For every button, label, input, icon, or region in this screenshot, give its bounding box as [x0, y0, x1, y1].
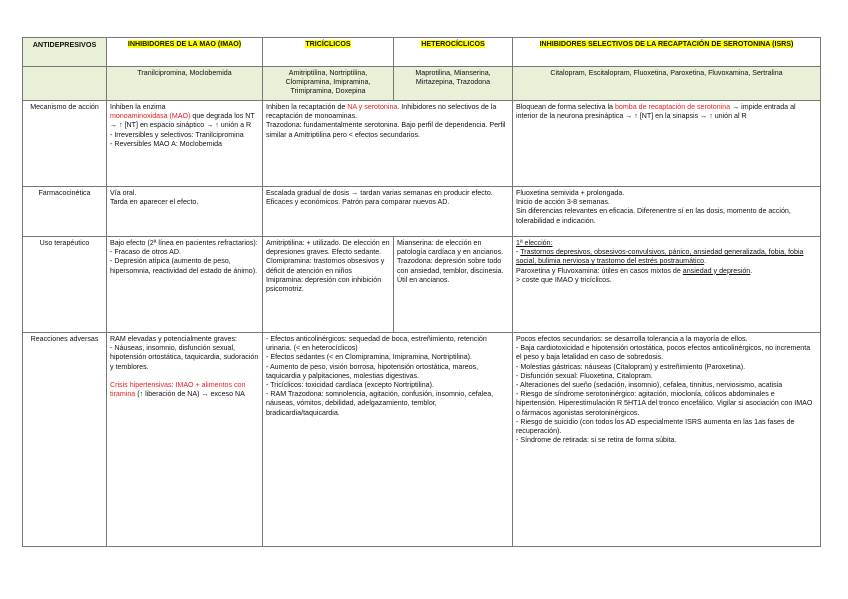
text-line: 1ª elección:: [516, 239, 553, 247]
text-line: Vía oral.: [110, 189, 137, 197]
row-reacciones-adversas: [23, 333, 821, 547]
text-line: - Riesgo de suicidio (con todos los AD especialmente ISRS aumenta en las 1as fases de recuperación).: [516, 417, 795, 436]
uso-isrs: [513, 237, 821, 333]
drugs-empty-cell: [23, 67, 107, 101]
text-line: - Efectos anticolinérgicos: sequedad de boca, estreñimiento, retención urinaria. (< en heterocíclicos): [266, 335, 487, 353]
highlight-text: Crisis hipertensivas: IMAO + alimentos con tiramina: [110, 380, 246, 399]
highlight-text: bomba de recaptación de serotonina: [614, 103, 731, 111]
antidepressants-table: [22, 37, 821, 547]
text-line: - Alteraciones del sueño (sedación, insomnio), cefalea, tinnitus, nerviosismo, acatisia: [516, 381, 783, 390]
farmaco-triciclicos: [263, 187, 513, 237]
mecanismo-isrs: [513, 101, 821, 187]
row-label-farmacocinetica: Farmacocinética: [23, 187, 107, 237]
text-line: RAM elevadas y potencialmente graves:: [110, 335, 237, 343]
uso-triciclicos: [263, 237, 394, 333]
text-span: Inhiben la recaptación de: [266, 103, 348, 111]
text-line: - Efectos sedantes (< en Clomipramina, Imipramina, Nortriptilina).: [266, 353, 472, 362]
highlight-text: NA y serotonina: [347, 103, 398, 111]
text-line: > coste que IMAO y tricíclicos.: [516, 275, 612, 284]
text-span: Paroxetina y Fluvoxamina: útiles en casos mixtos de: [516, 266, 683, 275]
text-line: Trazodona: depresión sobre todo con ansiedad, temblor, discinesia. Útil en ancianos.: [397, 257, 504, 284]
header-imao-label: INHIBIDORES DE LA MAO (IMAO): [127, 40, 242, 48]
text-line: - Tricíclicos: toxicidad cardíaca (excepto Nortriptilina).: [266, 381, 434, 390]
text-line: - RAM Trazodona: somnolencia, agitación, confusión, insomnio, cefalea, náuseas, vómitos, debilidad, adelgazamiento, temblor, bradicardia/taquicardia.: [266, 390, 494, 417]
text-line: Imipramina: depresión con inhibición psicomotriz.: [266, 275, 382, 294]
text-line: Inicio de acción 3-8 semanas.: [516, 198, 610, 207]
text-span: .: [704, 257, 707, 266]
row-farmacocinetica: [23, 187, 821, 237]
drugs-isrs: Citalopram, Escitalopram, Fluoxetina, Paroxetina, Fluvoxamina, Sertralina: [513, 67, 821, 101]
row-label-mecanismo: Mecanismo de acción: [23, 101, 107, 187]
text-line: - Disfunción sexual: Fluoxetina, Citalopram.: [516, 371, 653, 380]
header-triciclicos: [263, 38, 394, 67]
text-line: Sin diferencias relevantes en eficacia. Diferenentre sí en las dosis, momento de acción, tolerabilidad e indicación.: [516, 207, 791, 225]
text-line: Fluoxetina semivida + prolongada.: [516, 189, 625, 197]
drugs-triciclicos: Amitriptilina, Nortriptilina, Clomipramina, Imipramina, Trimipramina, Doxepina: [263, 67, 394, 101]
header-imao: [107, 38, 263, 67]
mecanismo-imao: [107, 101, 263, 187]
text-line: - Fracaso de otros AD.: [110, 248, 181, 257]
header-heterociclicos: [394, 38, 513, 67]
text-span: .: [750, 266, 753, 275]
text-line: - Aumento de peso, visión borrosa, hipotensión ortostática, mareos, taquicardia y palpitaciones, molestias digestivas.: [266, 362, 479, 380]
reacciones-isrs: [513, 333, 821, 547]
text-line: Tarda en aparecer el efecto.: [110, 198, 199, 207]
row-label-reacciones: Reacciones adversas: [23, 333, 107, 547]
text-line: - Irreversibles y selectivos: Tranilcipromina: [110, 130, 244, 139]
text-span: que degrada los NT → ↑ [NT] en espacio sináptico → ↑ unión a R: [110, 112, 255, 130]
text-line: Pocos efectos secundarios: se desarrolla tolerancia a la mayoría de ellos.: [516, 335, 748, 343]
text-line: Amitriptilina: + utilizado. De elección en depresiones graves. Efecto sedante.: [266, 239, 390, 257]
mecanismo-triciclicos: [263, 101, 513, 187]
text-line: - Depresión atípica (aumento de peso, hipersomnia, reactividad del estado de ánimo).: [110, 257, 258, 275]
text-line: Mianserina: de elección en patología cardíaca y en ancianos.: [397, 239, 504, 257]
header-antidepresivos: ANTIDEPRESIVOS: [23, 38, 107, 67]
farmaco-imao: [107, 187, 263, 237]
header-triciclicos-label: TRICÍCLICOS: [305, 40, 351, 48]
text-span: → impide entrada al interior de la neurona presináptica → ↑ [NT] en la sinapsis → ↑ unión al R: [516, 103, 796, 121]
header-isrs-label: INHIBIDORES SELECTIVOS DE LA RECAPTACIÓN DE SEROTONINA (ISRS): [539, 40, 794, 48]
text-line: Clomipramina: trastornos obsesivos y déficit de atención en niños: [266, 257, 385, 275]
row-uso-terapeutico: [23, 237, 821, 333]
text-line: Inhiben la enzima: [110, 103, 166, 111]
highlight-text: monoaminoxidasa (MAO): [110, 112, 191, 121]
text-span: Bloquean de forma selectiva la: [516, 103, 615, 111]
reacciones-imao: [107, 333, 263, 547]
text-line: - Reversibles MAO A: Moclobemida: [110, 139, 222, 148]
drugs-row: [23, 67, 821, 101]
text-line: - Baja cardiotoxicidad e hipotensión ortostática, pocos efectos anticolinérgicos, no incrementa el peso y baja letalidad en caso de sobredosis.: [516, 344, 811, 362]
reacciones-triciclicos: [263, 333, 513, 547]
text-line: - Molestias gástricas: náuseas (Citalopram) y estreñimiento (Paroxetina).: [516, 362, 746, 371]
text-line: [516, 267, 817, 276]
text-line: [516, 103, 817, 121]
underlined-text: Trastornos depresivos, obsesivos-convulsivos, pánico, ansiedad generalizada, fobia, fobia social, bulimia nerviosa y trastorno del estrés postraumático: [516, 248, 804, 266]
text-span: (↑ liberación de NA) → exceso NA: [135, 390, 245, 399]
text-span: -: [516, 248, 521, 257]
header-isrs: [513, 38, 821, 67]
row-mecanismo: [23, 101, 821, 187]
underlined-text: ansiedad y depresión: [682, 266, 751, 275]
row-label-uso: Uso terapéutico: [23, 237, 107, 333]
text-line: Trazodona: fundamentalmente serotonina. Bajo perfil de dependencia. Perfil similar a Amitriptilina pero < efectos secundarios.: [266, 121, 506, 139]
text-line: [516, 248, 817, 266]
text-line: - Náuseas, insomnio, disfunción sexual, hipotensión ortostática, taquicardia, sudoración y temblores.: [110, 344, 259, 371]
text-line: [110, 112, 259, 130]
uso-heterociclicos: [394, 237, 513, 333]
drugs-heterociclicos: Maprotilina, Mianserina, Mirtazepina, Trazodona: [394, 67, 513, 101]
text-line: Bajo efecto (2ª línea en pacientes refractarios):: [110, 239, 258, 247]
text-span: . Inhibidores no selectivos de la recaptación de monoaminas.: [266, 103, 497, 121]
text-line: - Síndrome de retirada: si se retira de forma súbita.: [516, 436, 677, 445]
text-line: [266, 103, 509, 121]
header-heterociclicos-label: HETEROCÍCLICOS: [421, 40, 485, 48]
text-line: Eficaces y económicos. Patrón para comparar nuevos AD.: [266, 198, 450, 207]
header-row: [23, 38, 821, 67]
text-line: - Riesgo de síndrome serotoninérgico: agitación, mioclonía, cólicos abdominales e hipertensión. Hiperestimulación R 5HT1A del tronco encefálico. Vigilar si asociación con IMAO o fármacos agonistas serotoninérgicos.: [516, 390, 813, 417]
drugs-imao: Tranilcipromina, Moclobemida: [107, 67, 263, 101]
uso-imao: [107, 237, 263, 333]
text-line: Escalada gradual de dosis → tardan varias semanas en producir efecto.: [266, 189, 493, 197]
spacer: [110, 372, 259, 381]
text-line: [110, 381, 259, 399]
farmaco-isrs: [513, 187, 821, 237]
